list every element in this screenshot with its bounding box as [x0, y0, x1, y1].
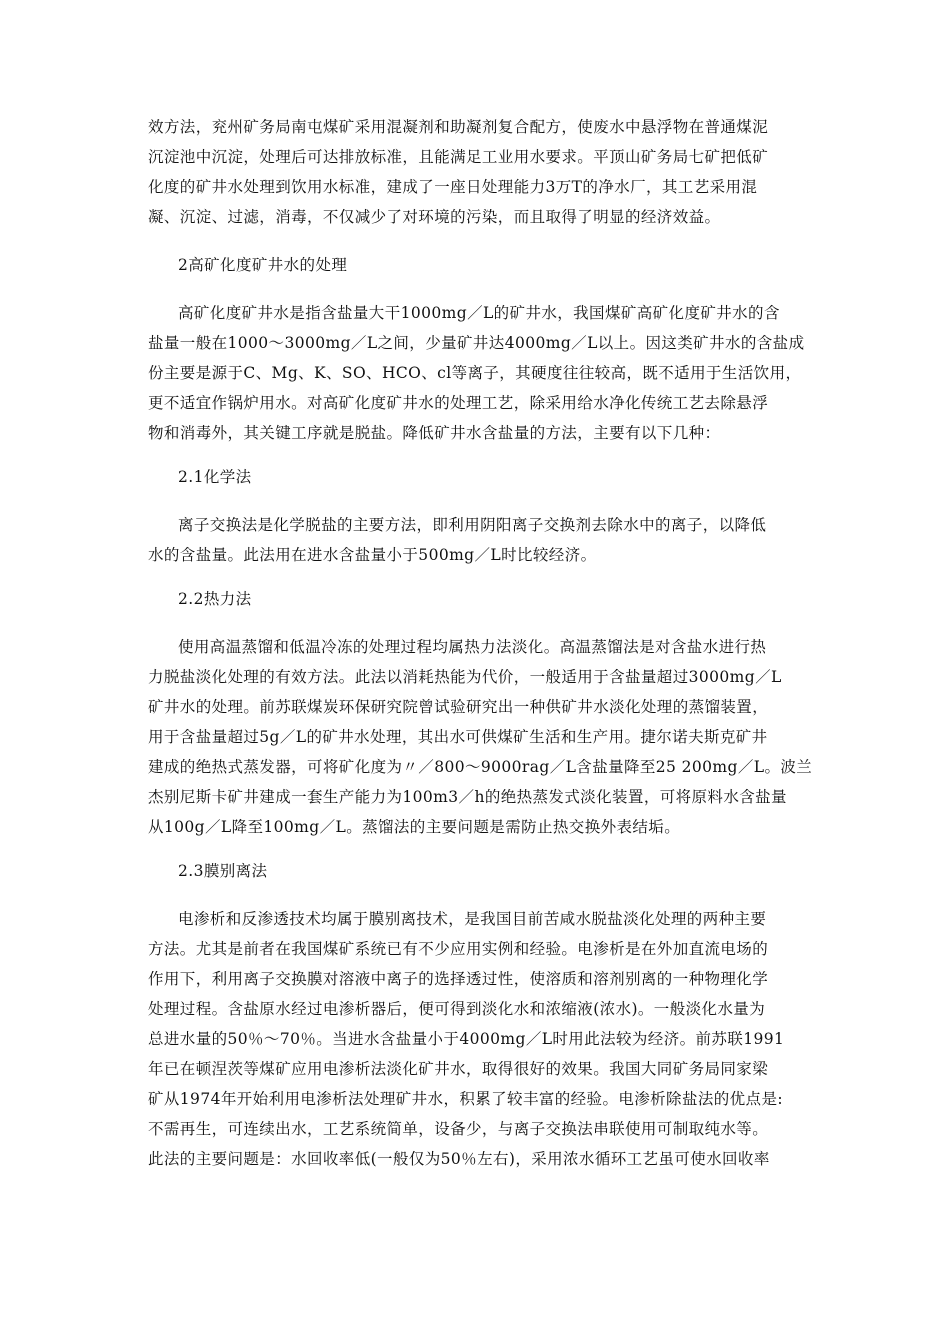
section-heading: 2.1化学法	[178, 468, 252, 486]
text-line: 从100g／L降至100mg／L。蒸馏法的主要问题是需防止热交换外表结垢。	[148, 818, 681, 836]
text-line: 此法的主要问题是：水回收率低(一般仅为50％左右)，采用浓水循环工艺虽可使水回收率	[148, 1150, 770, 1168]
text-line: 更不适宜作锅炉用水。对高矿化度矿井水的处理工艺，除采用给水净化传统工艺去除悬浮	[148, 394, 769, 412]
text-line: 力脱盐淡化处理的有效方法。此法以消耗热能为代价，一般适用于含盐量超过3000mg／L	[148, 668, 782, 686]
section-heading: 2.2热力法	[178, 590, 252, 608]
text-line: 物和消毒外，其关键工序就是脱盐。降低矿井水含盐量的方法，主要有以下几种：	[148, 424, 721, 442]
text-line: 矿井水的处理。前苏联煤炭环保研究院曾试验研究出一种供矿井水淡化处理的蒸馏装置，	[148, 698, 769, 716]
text-line: 年已在顿涅茨等煤矿应用电渗析法淡化矿井水，取得很好的效果。我国大同矿务局同家梁	[148, 1060, 769, 1078]
text-line: 份主要是源于C、Mg、K、SO、HCO、cl等离子，其硬度往往较高，既不适用于生活饮用，	[148, 364, 802, 382]
text-line: 离子交换法是化学脱盐的主要方法，即利用阴阳离子交换剂去除水中的离子，以降低	[178, 516, 767, 534]
text-line: 沉淀池中沉淀，处理后可达排放标准，且能满足工业用水要求。平顶山矿务局七矿把低矿	[148, 148, 769, 166]
text-line: 建成的绝热式蒸发器，可将矿化度为〃／800～9000rag／L含盐量降至25 200mg／L。波兰	[148, 758, 813, 776]
text-line: 化度的矿井水处理到饮用水标准，建成了一座日处理能力3万T的净水厂，其工艺采用混	[148, 178, 758, 196]
text-line: 方法。尤其是前者在我国煤矿系统已有不少应用实例和经验。电渗析是在外加直流电场的	[148, 940, 769, 958]
text-line: 盐量一般在1000～3000mg／L之间，少量矿井达4000mg／L以上。因这类矿井水的含盐成	[148, 334, 805, 352]
text-line: 矿从1974年开始利用电渗析法处理矿井水，积累了较丰富的经验。电渗析除盐法的优点是:	[148, 1090, 783, 1108]
text-line: 效方法，兖州矿务局南屯煤矿采用混凝剂和助凝剂复合配方，使废水中悬浮物在普通煤泥	[148, 118, 769, 136]
text-line: 总进水量的50％～70％。当进水含盐量小于4000mg／L时用此法较为经济。前苏联1991	[148, 1030, 785, 1048]
text-line: 作用下，利用离子交换膜对溶液中离子的选择透过性，使溶质和溶剂别离的一种物理化学	[148, 970, 769, 988]
text-line: 不需再生，可连续出水，工艺系统简单，设备少，与离子交换法串联使用可制取纯水等。	[148, 1120, 769, 1138]
text-line: 凝、沉淀、过滤，消毒，不仅减少了对环境的污染，而且取得了明显的经济效益。	[148, 208, 721, 226]
text-line: 水的含盐量。此法用在进水含盐量小于500mg／L时比较经济。	[148, 546, 597, 564]
text-line: 杰别尼斯卡矿井建成一套生产能力为100m3／h的绝热蒸发式淡化装置，可将原料水含盐量	[148, 788, 787, 806]
section-heading: 2高矿化度矿井水的处理	[178, 256, 348, 274]
text-line: 处理过程。含盐原水经过电渗析器后，便可得到淡化水和浓缩液(浓水)。一般淡化水量为	[148, 1000, 766, 1018]
section-heading: 2.3膜别离法	[178, 862, 268, 880]
text-line: 使用高温蒸馏和低温冷冻的处理过程均属热力法淡化。高温蒸馏法是对含盐水进行热	[178, 638, 767, 656]
text-line: 电渗析和反渗透技术均属于膜别离技术，是我国目前苦咸水脱盐淡化处理的两种主要	[178, 910, 767, 928]
text-line: 用于含盐量超过5g／L的矿井水处理，其出水可供煤矿生活和生产用。捷尔诺夫斯克矿井	[148, 728, 768, 746]
text-line: 高矿化度矿井水是指含盐量大干1000mg／L的矿井水，我国煤矿高矿化度矿井水的含	[178, 304, 780, 322]
